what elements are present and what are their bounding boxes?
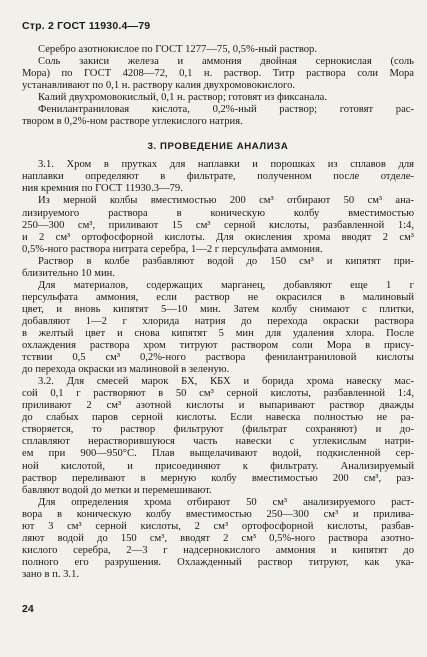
text-line: приливают 2 см³ азотной кислоты и выпаривают раствор дважды	[22, 400, 414, 412]
text-line: наплавки определяют в фильтрате, полученном после отделе-	[22, 171, 414, 183]
reagent-paragraph	[22, 104, 414, 128]
text-line: ния кремния по ГОСТ 11930.3—79.	[22, 183, 183, 195]
text-line: лизируемого раствора в коническую колбу вместимостью	[22, 207, 414, 219]
text-line: полного его разрушения. Охлажденный раствор титруют, как ука-	[22, 556, 414, 568]
paragraph	[22, 497, 414, 581]
text-line: твором в 0,2%-ном растворе углекислого натрия.	[22, 116, 243, 128]
text-line: Для определения хрома отбирают 50 см³ анализируемого раст-	[38, 496, 414, 508]
text-line: сплавляют нерастворившуюся часть навески с углекислым натри-	[22, 436, 414, 448]
text-line: тствии 0,5 см³ 0,2%-ного раствора фенилантраниловой кислоты	[22, 352, 414, 364]
text-line: Раствор в колбе разбавляют водой до 150 см³ и кипятят при-	[38, 255, 414, 267]
text-line: персульфата аммония, если раствор не окрасился в малиновый	[22, 291, 414, 303]
text-line: охлаждения раствора хром титруют раствором соли Мора в прису-	[22, 340, 414, 352]
text-line: кислого серебра, 2—3 г надсернокислого аммония и кипятят до	[22, 544, 414, 556]
paragraph	[22, 376, 414, 496]
analysis-section	[22, 159, 414, 581]
text-line: ляют водой до 150 см³, вводят 2 см³ 0,5%-ного раствора азотно-	[22, 532, 414, 544]
text-line: 3.2. Для смесей марок БХ, КБХ и борида хрома навеску мас-	[38, 376, 414, 388]
text-line: раствор переливают в мерную колбу вместимостью 200 см³, раз-	[22, 472, 414, 484]
text-line: 0,5%-ного раствора нитрата серебра, 1—2 г персульфата аммония.	[22, 243, 323, 255]
text-line: бавляют водой до метки и перемешивают.	[22, 484, 212, 496]
text-line: и 2 см³ ортофосфорной кислоты. Для окисления хрома вводят 2 см³	[22, 231, 414, 243]
text-line: ют 3 см³ серной кислоты, 2 см³ ортофосфорной кислоты, разбав-	[22, 520, 414, 532]
text-line: вора в коническую колбу вместимостью 250—300 см³ и прилива-	[22, 508, 414, 520]
document-body	[22, 44, 414, 581]
text-line: цвет, и вновь кипятят 5—10 мин. Затем колбу снимают с плитки,	[22, 303, 414, 315]
text-line: створяется, то раствор фильтруют (фильтрат сохраняют) и до-	[22, 424, 414, 436]
reagent-paragraph	[22, 56, 414, 92]
text-line: добавляют 1—2 г хлорида натрия до перехода окраски раствора	[22, 315, 414, 327]
text-line: Соль закиси железа и аммония двойная сернокислая (соль	[38, 56, 414, 68]
text-line: 250—300 см³, приливают 15 см³ серной кислоты, разбавленной 1:4,	[22, 219, 414, 231]
paragraph	[22, 159, 414, 195]
text-line: ем при 900—950°С. Плав выщелачивают водой, подкисленной сер-	[22, 448, 414, 460]
text-line: Фенилантраниловая кислота, 0,2%-ный раствор; готовят рас-	[38, 104, 414, 116]
text-line: до перехода окраски из малиновой в зеленую.	[22, 364, 230, 376]
text-line: близительно 10 мин.	[22, 267, 115, 279]
page-header: Стр. 2 ГОСТ 11930.4—79	[22, 20, 151, 32]
reagents-section	[22, 44, 414, 128]
page-number: 24	[22, 603, 34, 615]
text-line: Серебро азотнокислое по ГОСТ 1277—75, 0,5%-ный раствор.	[38, 44, 318, 55]
text-line: Из мерной колбы вместимостью 200 см³ отбирают 50 см³ ана-	[38, 195, 414, 207]
text-line: устанавливают по 0,1 н. раствору калия двухромовокислого.	[22, 80, 296, 92]
text-line: Калий двухромовокислый, 0,1 н. раствор; готовят из фиксанала.	[38, 92, 328, 104]
text-line: в желтый цвет и снова кипятят 5 мин для удаления хлора. После	[22, 327, 414, 339]
paragraph	[22, 280, 414, 376]
text-line: Для материалов, содержащих марганец, добавляют еще 1 г	[38, 279, 414, 291]
reagent-paragraph	[22, 92, 414, 104]
paragraph	[22, 256, 414, 280]
section-heading: 3. ПРОВЕДЕНИЕ АНАЛИЗА	[147, 141, 289, 153]
text-line: до слабых паров серной кислоты. Если навеска полностью не ра-	[22, 412, 414, 424]
paragraph	[22, 195, 414, 255]
text-line: сой 0,1 г растворяют в 50 см³ серной кислоты, разбавленной 1:4,	[22, 388, 414, 400]
text-line: зано в п. 3.1.	[22, 568, 80, 580]
text-line: Мора) по ГОСТ 4208—72, 0,1 н. раствор. Титр раствора соли Мора	[22, 68, 414, 80]
reagent-paragraph	[22, 44, 414, 56]
text-line: 3.1. Хром в прутках для наплавки и порошках из сплавов для	[38, 159, 414, 171]
text-line: ной кислотой, и присоединяют к фильтрату. Анализируемый	[22, 460, 414, 472]
